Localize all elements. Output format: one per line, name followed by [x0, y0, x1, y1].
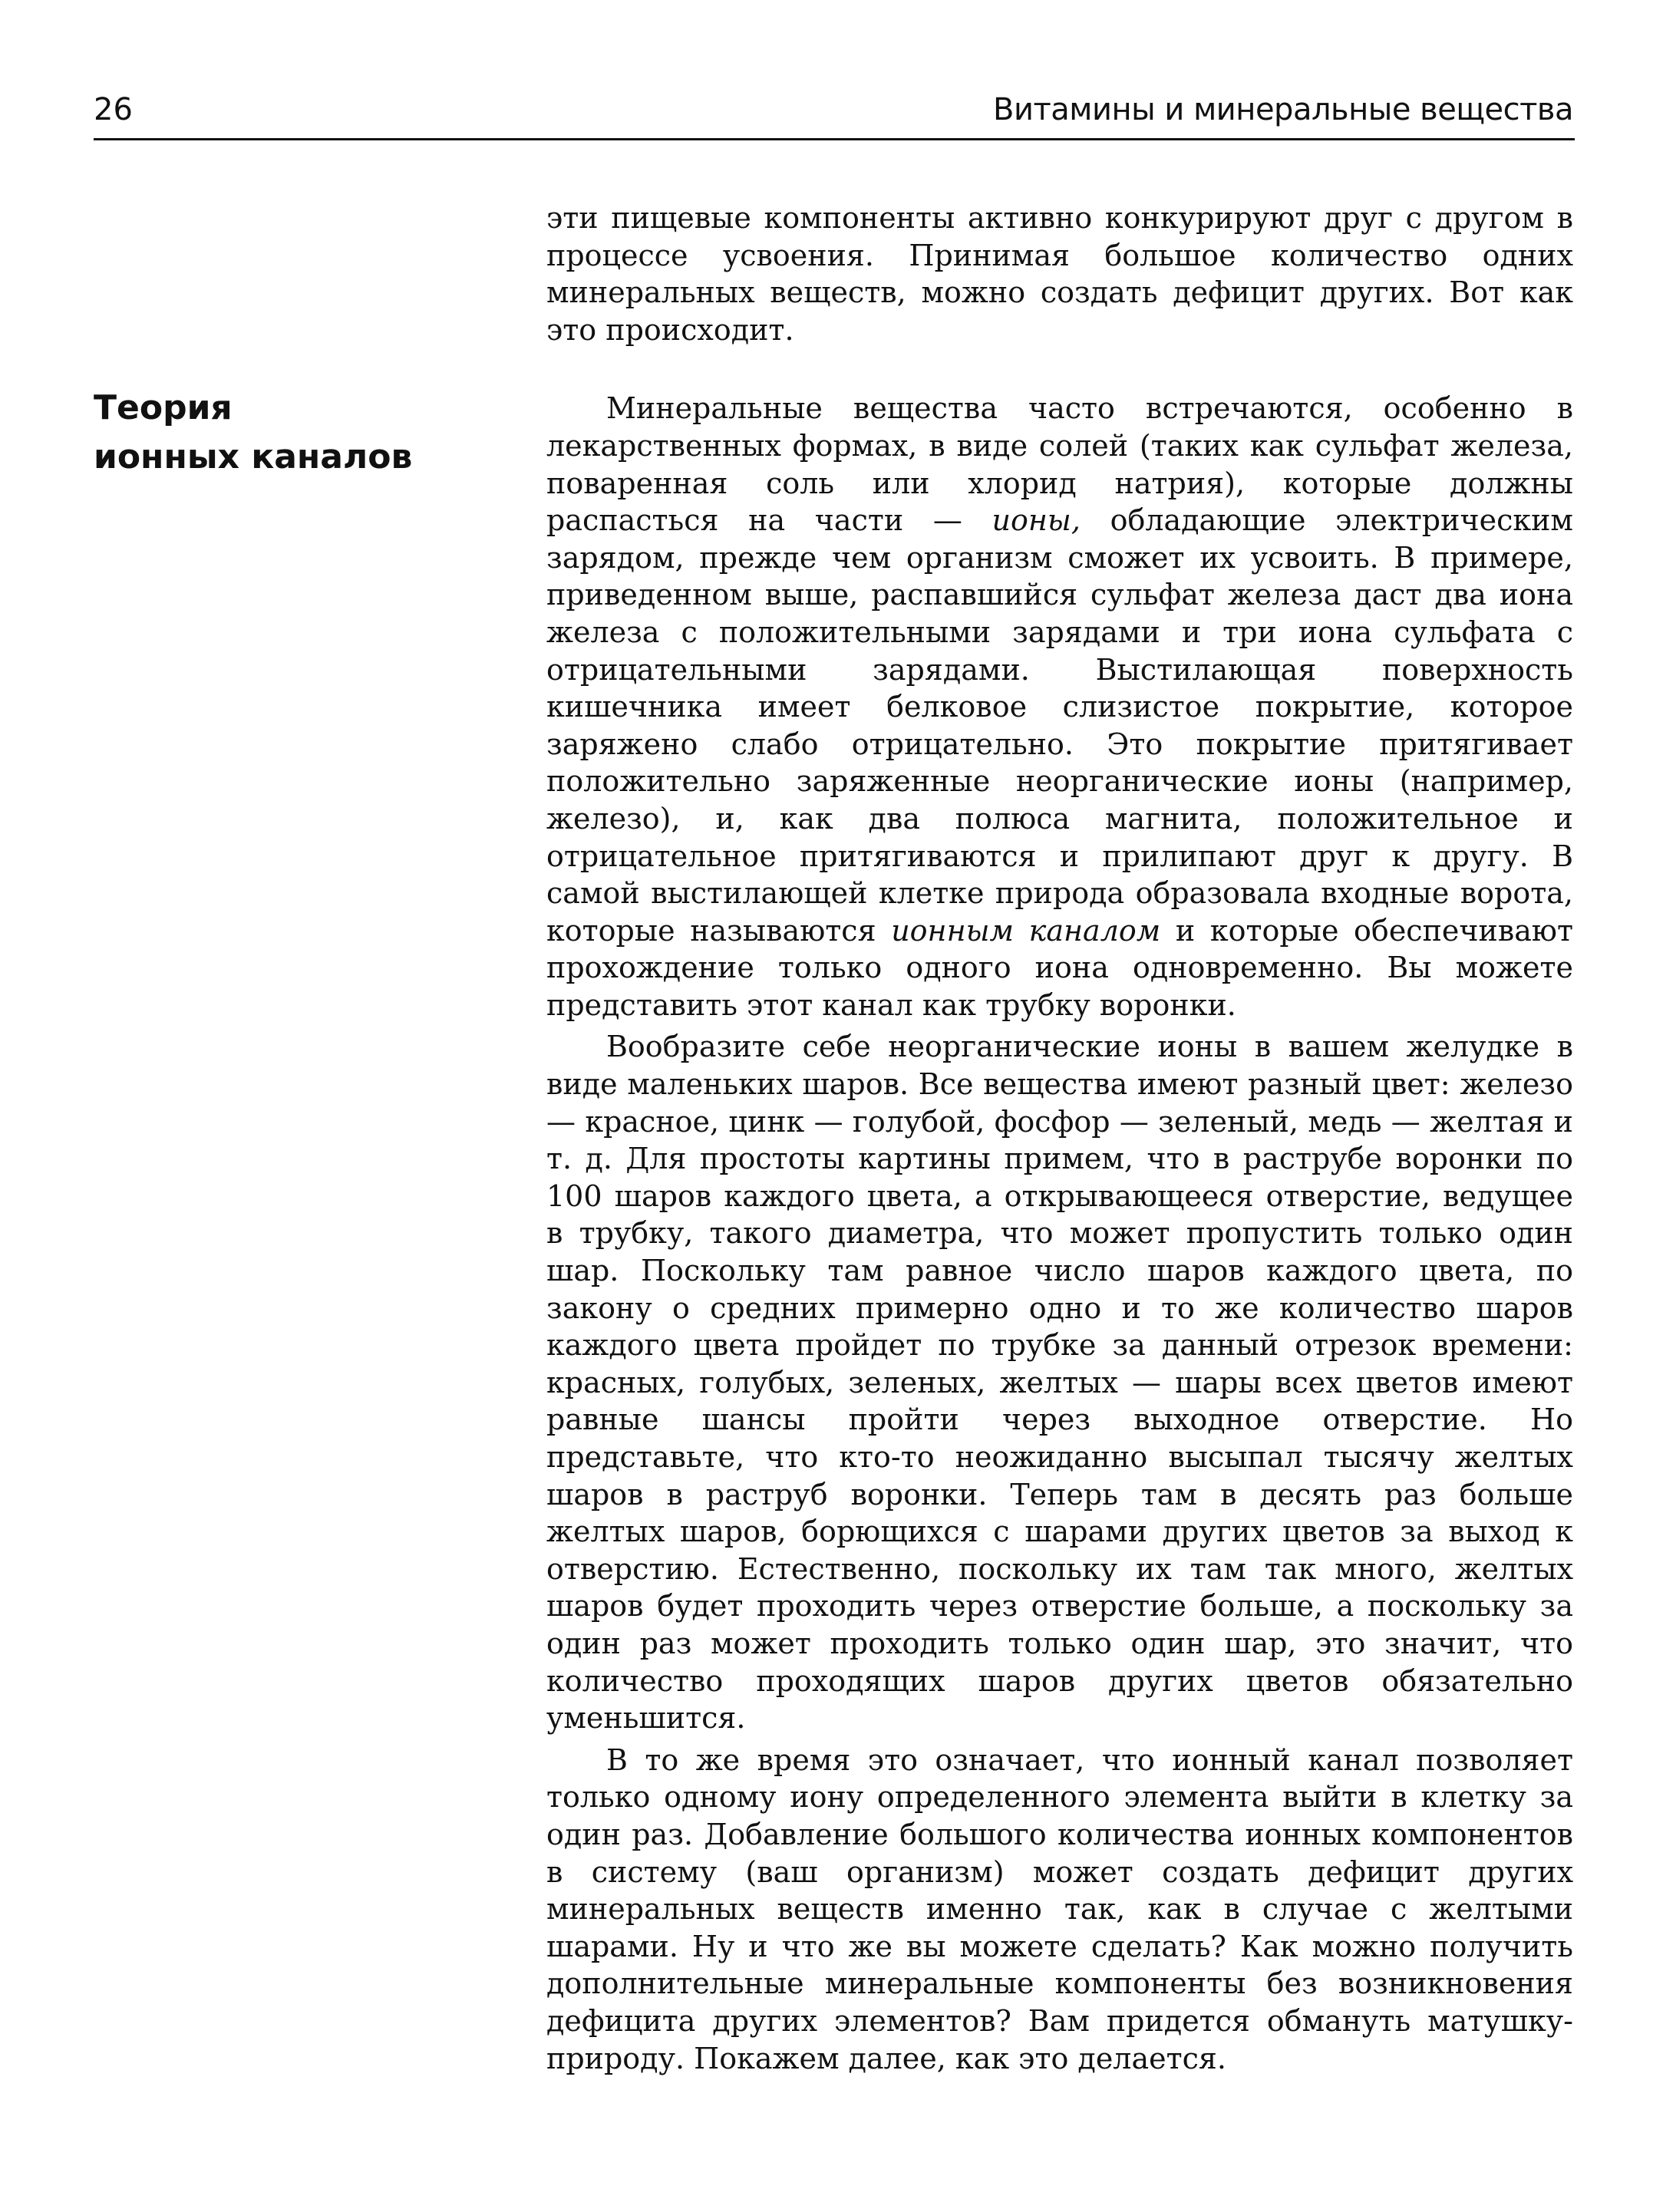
section-heading	[94, 384, 477, 482]
paragraph-text: Минеральные вещества часто встречаются, особенно в лекарственных формах, в виде солей (таких как сульфат железа, поваренная соль или хлорид натрия), которые должны распасться на части —	[546, 391, 1573, 538]
term-ion-channel: ионным каналом	[891, 913, 1161, 948]
paragraph-text: обладающие электрическим зарядом, прежде чем организм сможет их усвоить. В примере, приведенном выше, распавшийся сульфат железа даст два иона железа с положительными зарядами и три иона сульфата с отрицательными зарядами. Выстилающая поверхность кишечника имеет белковое слизистое покрытие, которое заряжено слабо отрицательно. Это покрытие притягивает положительно заряженные неорганические ионы (например, железо), и, как два полюса магнита, положительное и отрицательное притягиваются и прилипают друг к другу. В самой выстилающей клетке природа образовала входные ворота, которые называются	[546, 503, 1573, 948]
section-heading-line-2: ионных каналов	[94, 437, 413, 476]
section-heading-line-1: Теория	[94, 388, 233, 427]
term-ions: ионы,	[991, 503, 1081, 538]
paragraph-conclusion: В то же время это означает, что ионный канал позволяет только одному иону определенного элемента выйти в клетку за один раз. Добавление большого количества ионных компонентов в систему (ваш организм) может создать дефицит других минеральных веществ именно так, как в случае с желтыми шарами. Ну и что же вы можете сделать? Как можно получить дополнительные минеральные компоненты без возникновения дефицита других элементов? Вам придется обмануть матушку-природу. Покажем далее, как это делается.	[546, 1742, 1573, 2075]
main-text-column	[546, 199, 1573, 2077]
page-header	[94, 84, 1573, 138]
header-divider	[94, 138, 1575, 140]
page-number: 26	[94, 92, 133, 127]
paragraph-text: и которые обеспечивают прохождение только одного иона одновременно. Вы можете представить этот канал как трубку воронки.	[546, 913, 1574, 1022]
running-title: Витамины и минеральные вещества	[993, 92, 1573, 127]
continuation-paragraph: эти пищевые компоненты активно конкурируют друг с другом в процессе усвоения. Принимая большое количество одних минеральных веществ, можно создать дефицит других. Вот как это происходит.	[546, 201, 1573, 347]
paragraph-ion-channels	[546, 390, 1573, 1024]
paragraph-balls-analogy: Вообразите себе неорганические ионы в вашем желудке в виде маленьких шаров. Все вещества имеют разный цвет: железо — красное, цинк — голубой, фосфор — зеленый, медь — желтая и т. д. Для простоты картины примем, что в раструбе воронки по 100 шаров каждого цвета, а открывающееся отверстие, ведущее в трубку, такого диаметра, что может пропустить только один шар. Поскольку там равное число шаров каждого цвета, по закону о средних примерно одно и то же количество шаров каждого цвета пройдет по трубке за данный отрезок времени: красных, голубых, зеленых, желтых — шары всех цветов имеют равные шансы пройти через выходное отверстие. Но представьте, что кто-то неожиданно высыпал тысячу желтых шаров в раструб воронки. Теперь там в десять раз больше желтых шаров, борющихся с шарами других цветов за выход к отверстию. Естественно, поскольку их там так много, желтых шаров будет проходить через отверстие больше, а поскольку за один раз может проходить только один шар, это значит, что количество проходящих шаров других цветов обязательно уменьшится.	[546, 1030, 1573, 1736]
